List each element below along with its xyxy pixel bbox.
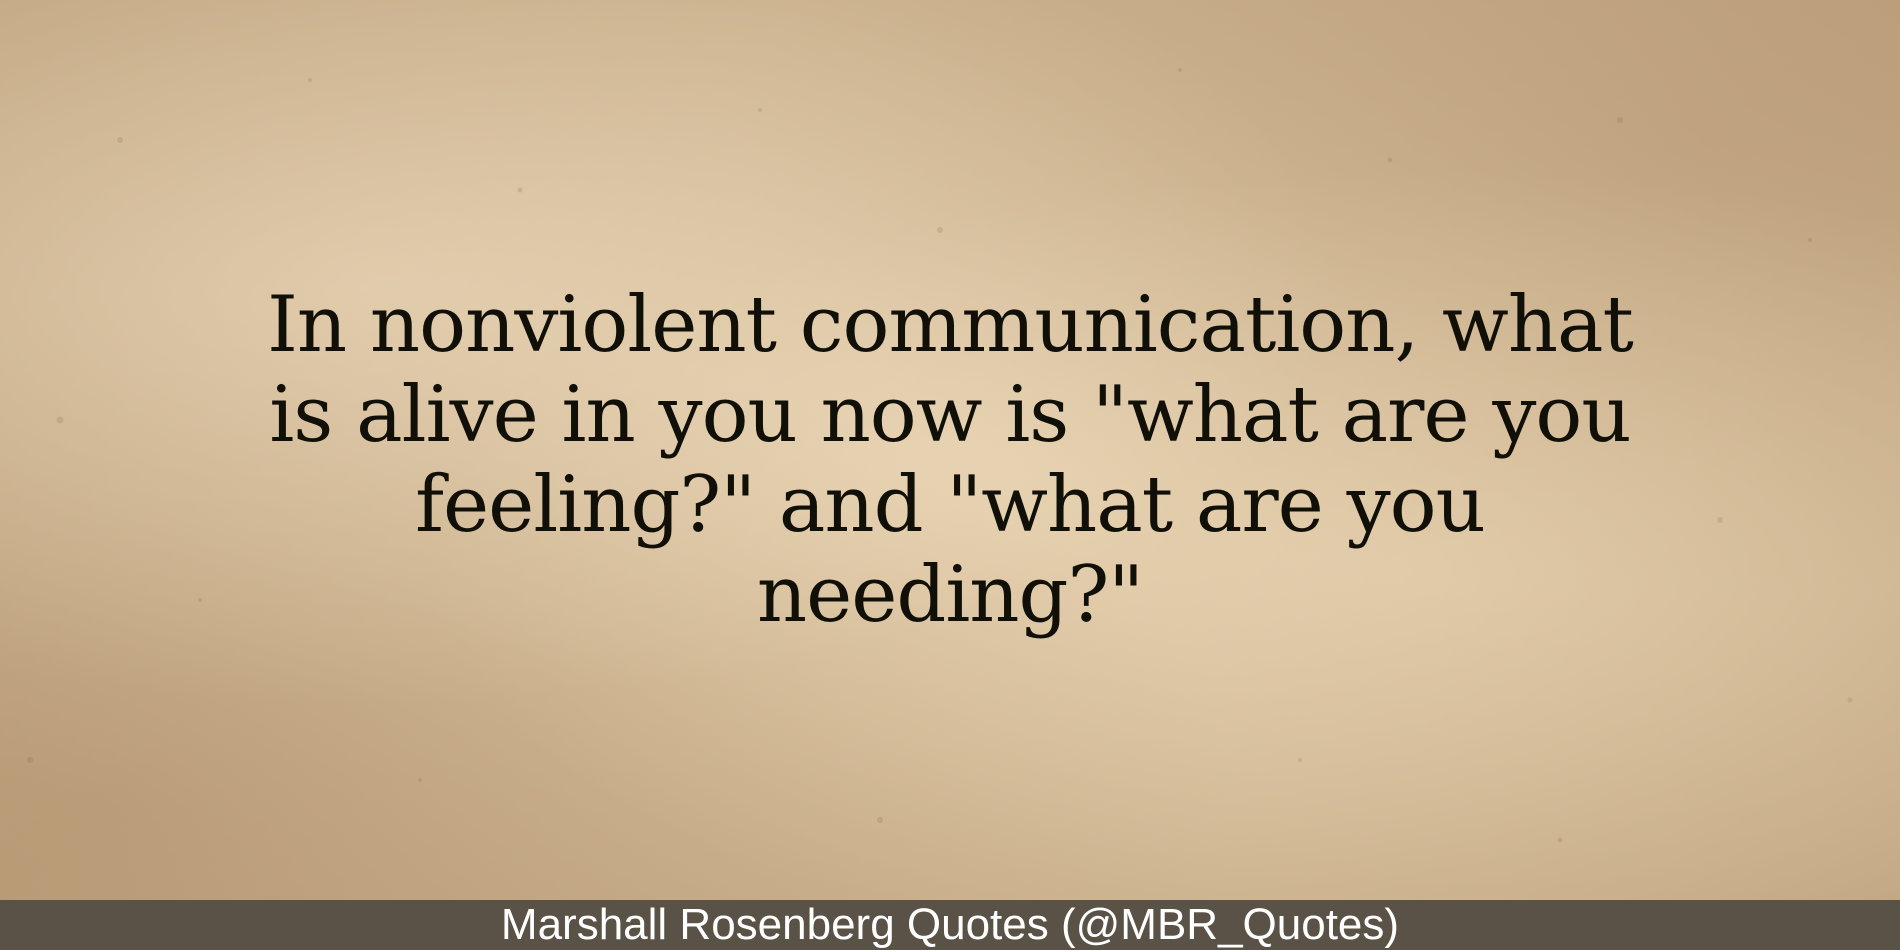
- credit-text: Marshall Rosenberg Quotes (@MBR_Quotes): [500, 900, 1400, 949]
- credit-bar: [0, 900, 1900, 950]
- quote-text: In nonviolent communication, what is alive in you now is "what are you feeling?" and "what are you needing?": [267, 280, 1633, 640]
